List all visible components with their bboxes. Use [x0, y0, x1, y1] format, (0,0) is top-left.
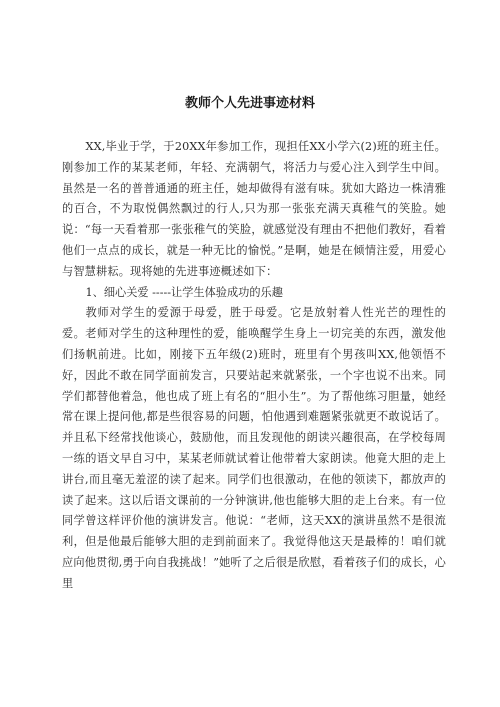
- document-title: 教师个人先进事迹材料: [184, 96, 315, 111]
- section-1-heading: 1、细心关爱 -----让学生体验成功的乐趣: [85, 285, 283, 299]
- section-1-paragraph: 教师对学生的爱源于母爱，胜于母爱。它是放射着人性光芒的理性的爱。老师对学生的这种理性的爱，能唤醒学生身上一切完美的东西，激发他们扬帆前进。比如，刚接下五年级(2)班时，班里有个男孩叫XX,他领悟不好，因此不敢在同学面前发言，只要站起来就紧张，一个字也说不出来。同学们都替他着急，他也成了班上有名的“胆小生”。为了帮他练习胆量，她经常在课上提问他,都是些很容易的问题，怕他遇到难题紧张就更不敢说话了。并且私下经常找他谈心，鼓励他，而且发现他的朗读兴趣很高，在学校每周一练的语文早自习中，某某老师就试着让他带着大家朗读。他竟大胆的走上讲台,而且毫无羞涩的读了起来。同学们也很激动，在他的领读下，都放声的读了起来。这以后语文课前的一分钟演讲,他也能够大胆的走上台来。有一位同学曾这样评价他的演讲发言。他说：“老师，这天XX的演讲虽然不是很流利，但是他最后能够大胆的走到前面来了。我觉得他这天是最棒的！咱们就应向他贯彻,勇于向自我挑战！”她听了之后很是欣慰，看着孩子们的成长，心里: [62, 306, 446, 590]
- document-body: [62, 137, 446, 595]
- intro-paragraph: XX,毕业于学，于20XX年参加工作，现担任XX小学六(2)班的班主任。刚参加工作的某某老师，年轻、充满朝气，将活力与爱心注入到学生中间。虽然是一名的普普通通的班主任，她却做得有滋有味。犹如大路边一株清雅的百合，不为取悦偶然飘过的行人,只为那一张张充满天真稚气的笑脸。她说：“每一天看着那一张张稚气的笑脸，就感觉没有理由不把他们教好，看着他们一点点的成长，就是一种无比的愉悦。”是啊，她是在倾情注爱，用爱心与智慧耕耘。现将她的先进事迹概述如下：: [62, 140, 446, 278]
